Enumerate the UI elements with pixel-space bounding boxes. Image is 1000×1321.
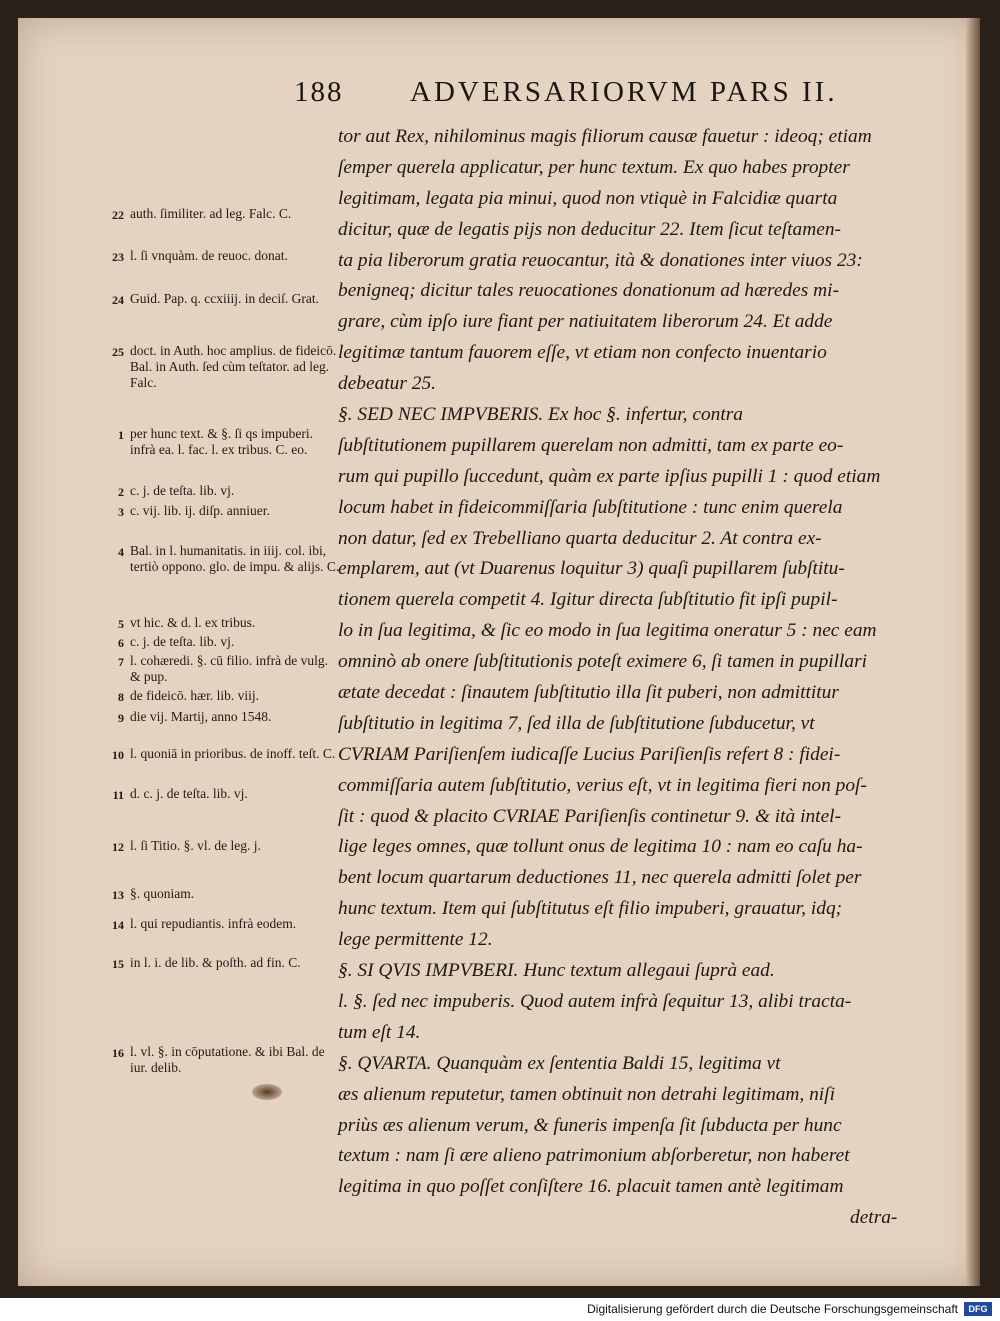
body-line: priùs æs alienum verum, & funeris impenſa ſit ſubducta per hunc <box>338 1114 842 1136</box>
margin-note-number: 9 <box>118 711 124 725</box>
margin-note-text: auth. ſimiliter. ad leg. Falc. C. <box>130 206 292 221</box>
margin-note-number: 15 <box>112 957 124 971</box>
body-line: rum qui pupillo ſuccedunt, quàm ex parte ipſius pupilli 1 : quod etiam <box>338 465 881 487</box>
margin-note-text: die vij. Martij, anno 1548. <box>130 709 272 724</box>
body-line: grare, cùm ipſo iure fiant per natiuitatem liberorum 24. Et adde <box>338 311 833 333</box>
ink-stain <box>252 1084 282 1100</box>
margin-note-text: §. quoniam. <box>130 886 195 901</box>
margin-note-text: c. j. de teſta. lib. vj. <box>130 483 235 498</box>
body-line: legitimæ tantum fauorem eſſe, vt etiam non confecto inuentario <box>338 342 827 364</box>
margin-note-number: 3 <box>118 505 124 519</box>
margin-note-number: 1 <box>118 428 124 442</box>
body-line: bent locum quartarum deductiones 11, nec querela admitti ſolet per <box>338 867 862 889</box>
margin-note-number: 4 <box>118 545 124 559</box>
margin-note-text: d. c. j. de teſta. lib. vj. <box>130 786 248 801</box>
body-line: lige leges omnes, quæ tollunt onus de legitima 10 : nam eo caſu ha- <box>338 836 863 858</box>
margin-note-text: vt hic. & d. l. ex tribus. <box>130 615 256 630</box>
body-line: ætate decedat : ſinautem ſubſtitutio illa ſit puberi, non admittitur <box>338 682 839 704</box>
margin-note-text: doct. in Auth. hoc amplius. de fideicō. Bal. in Auth. ſed cùm teſtator. ad leg. Falc. <box>130 343 337 390</box>
margin-note-number: 14 <box>112 918 124 932</box>
body-line: benigneq; dicitur tales reuocationes donationum ad hæredes mi- <box>338 280 840 302</box>
margin-note-number: 12 <box>112 840 124 854</box>
margin-note-text: l. ſi Titio. §. vl. de leg. j. <box>130 838 261 853</box>
margin-note-number: 23 <box>112 250 124 264</box>
page-number: 188 <box>294 76 344 108</box>
margin-note-number: 10 <box>112 748 124 762</box>
margin-note-text: in l. i. de lib. & poſth. ad fin. C. <box>130 955 301 970</box>
margin-note-number: 13 <box>112 888 124 902</box>
body-line: lege permittente 12. <box>338 929 493 951</box>
running-title: ADVERSARIORVM PARS II. <box>410 76 838 108</box>
margin-note-text: Guid. Pap. q. ccxiiij. in deciſ. Grat. <box>130 291 319 306</box>
body-line: textum : nam ſi ære alieno patrimonium abſorberetur, non haberet <box>338 1145 850 1167</box>
margin-note-number: 5 <box>118 617 124 631</box>
body-line: emplarem, aut (vt Duarenus loquitur 3) quaſi pupillarem ſubſtitu- <box>338 558 845 580</box>
margin-note-text: l. ſi vnquàm. de reuoc. donat. <box>130 248 288 263</box>
body-line: tionem querela competit 4. Igitur directa ſubſtitutio fit ipſi pupil- <box>338 589 838 611</box>
body-line: debeatur 25. <box>338 373 437 395</box>
margin-note-text: l. vl. §. in cōputatione. & ibi Bal. de iur. delib. <box>130 1044 325 1075</box>
running-header <box>294 74 854 118</box>
margin-note-number: 2 <box>118 485 124 499</box>
margin-note-text: de fideicō. hær. lib. viij. <box>130 688 259 703</box>
footer-bar <box>0 1298 1000 1321</box>
body-line: ſemper querela applicatur, per hunc textum. Ex quo habes propter <box>338 156 850 178</box>
body-line: §. SI QVIS IMPVBERI. Hunc textum allegaui ſuprà ead. <box>338 960 775 982</box>
margin-note-number: 7 <box>118 655 124 669</box>
body-line: §. SED NEC IMPVBERIS. Ex hoc §. infertur, contra <box>338 404 743 426</box>
body-text <box>338 122 938 1234</box>
margin-note-number: 25 <box>112 345 124 359</box>
margin-note-text: c. vij. lib. ij. diſp. anniuer. <box>130 503 270 518</box>
body-line: dicitur, quæ de legatis pijs non deducitur 22. Item ſicut teſtamen- <box>338 218 842 240</box>
body-line: §. QVARTA. Quanquàm ex ſententia Baldi 15, legitima vt <box>338 1052 781 1074</box>
footer-credit: Digitalisierung gefördert durch die Deutsche Forschungsgemeinschaft <box>587 1302 958 1316</box>
body-line: ſit : quod & placito CVRIAE Pariſienſis continetur 9. & ità intel- <box>338 805 842 827</box>
body-line: ta pia liberorum gratia reuocantur, ità & donationes inter viuos 23: <box>338 249 863 271</box>
body-line: ſubſtitutio in legitima 7, ſed illa de ſubſtitutione ſubducetur, vt <box>338 712 815 734</box>
body-line: legitima in quo poſſet conſiſtere 16. placuit tamen antè legitimam <box>338 1176 844 1198</box>
margin-note-text: c. j. de teſta. lib. vj. <box>130 634 235 649</box>
margin-note-number: 24 <box>112 293 124 307</box>
margin-note-number: 8 <box>118 690 124 704</box>
body-line: omninò ab onere ſubſtitutionis poteſt eximere 6, ſi tamen in pupillari <box>338 651 868 673</box>
margin-note-text: l. quoniā in prioribus. de inoff. teſt. C. <box>130 746 336 761</box>
margin-note-text: Bal. in l. humanitatis. in iiij. col. ibi, tertiò oppono. glo. de impu. & alijs. C. <box>130 543 340 574</box>
margin-note-number: 6 <box>118 636 124 650</box>
catchword: detra- <box>850 1207 898 1229</box>
body-line: locum habet in fideicommiſſaria ſubſtitutione : tunc enim querela <box>338 496 843 518</box>
margin-note-text: per hunc text. & §. ſi qs impuberi. infrà ea. l. fac. l. ex tribus. C. eo. <box>130 426 313 457</box>
body-line: legitimam, legata pia minui, quod non vtiquè in Falcidiæ quarta <box>338 187 838 209</box>
body-line: CVRIAM Pariſienſem iudicaſſe Lucius Pariſienſis refert 8 : fidei- <box>338 743 841 765</box>
body-line: hunc textum. Item qui ſubſtitutus eſt filio impuberi, grauatur, idq; <box>338 898 843 920</box>
body-line: ſubſtitutionem pupillarem querelam non admitti, tam ex parte eo- <box>338 434 844 456</box>
margin-note-text: l. cohæredi. §. cū filio. infrà de vulg. & pup. <box>130 653 328 684</box>
margin-note-number: 16 <box>112 1046 124 1060</box>
body-line: æs alienum reputetur, tamen obtinuit non detrahi legitimam, niſi <box>338 1083 835 1105</box>
body-line: tor aut Rex, nihilominus magis filiorum causæ fauetur : ideoq; etiam <box>338 126 872 147</box>
body-line: lo in ſua legitima, & ſic eo modo in ſua legitima oneratur 5 : nec eam <box>338 620 877 642</box>
dfg-logo: DFG <box>964 1302 992 1316</box>
margin-note-number: 11 <box>112 788 124 802</box>
body-line: tum eſt 14. <box>338 1021 421 1043</box>
page-edge <box>966 18 980 1286</box>
margin-note-number: 22 <box>112 208 124 222</box>
margin-note-text: l. qui repudiantis. infrà eodem. <box>130 916 297 931</box>
body-line: l. §. ſed nec impuberis. Quod autem infrà ſequitur 13, alibi tracta- <box>338 990 852 1012</box>
body-line: non datur, ſed ex Trebelliano quarta deducitur 2. At contra ex- <box>338 527 822 549</box>
body-line: commiſſaria autem ſubſtitutio, verius eſt, vt in legitima fieri non poſ- <box>338 774 867 796</box>
